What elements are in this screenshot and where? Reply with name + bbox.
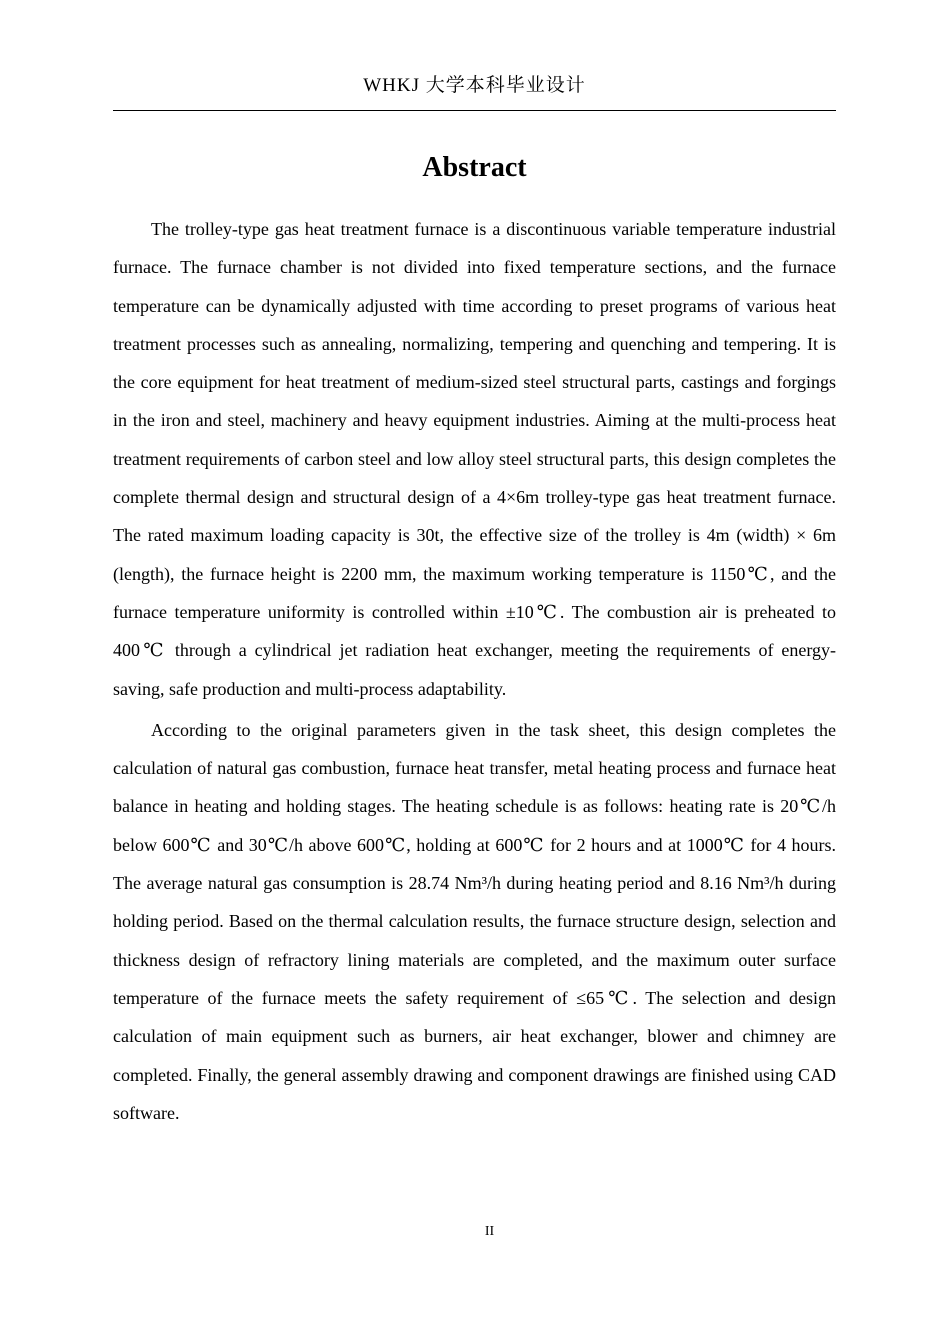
abstract-paragraph-2: According to the original parameters given in the task sheet, this design completes the calculation of natural gas combustion, furnace heat transfer, metal heating process and furnace heat balance in heating and holding stages. The heating schedule is as follows: heating rate is 20℃/h below 600℃ and 30℃/h above 600℃, holding at 600℃ for 2 hours and at 1000℃ for 4 hours. The average natural gas consumption is 28.74 Nm³/h during heating period and 8.16 Nm³/h during holding period. Based on the thermal calculation results, the furnace structure design, selection and thickness design of refractory lining materials are completed, and the maximum outer surface temperature of the furnace meets the safety requirement of ≤65℃. The selection and design calculation of main equipment such as burners, air heat exchanger, blower and chimney are completed. Finally, the general assembly drawing and component drawings are finished using CAD software. — [113, 719, 836, 1123]
abstract-title: Abstract — [422, 152, 527, 183]
header-rule — [113, 110, 836, 111]
abstract-body — [113, 210, 836, 1132]
abstract-paragraph-1: The trolley-type gas heat treatment furnace is a discontinuous variable temperature industrial furnace. The furnace chamber is not divided into fixed temperature sections, and the furnace temperature can be dynamically adjusted with time according to preset programs of various heat treatment processes such as annealing, normalizing, tempering and quenching and tempering. It is the core equipment for heat treatment of medium-sized steel structural parts, castings and forgings in the iron and steel, machinery and heavy equipment industries. Aiming at the multi-process heat treatment requirements of carbon steel and low alloy steel structural parts, this design completes the complete thermal design and structural design of a 4×6m trolley-type gas heat treatment furnace. The rated maximum loading capacity is 30t, the effective size of the trolley is 4m (width) × 6m (length), the furnace height is 2200 mm, the maximum working temperature is 1150℃, and the furnace temperature uniformity is controlled within ±10℃. The combustion air is preheated to 400℃ through a cylindrical jet radiation heat exchanger, meeting the requirements of energy-saving, safe production and multi-process adaptability. — [113, 219, 836, 699]
page-header: WHKJ 大学本科毕业设计 — [363, 75, 586, 96]
page-number: II — [484, 1224, 495, 1239]
